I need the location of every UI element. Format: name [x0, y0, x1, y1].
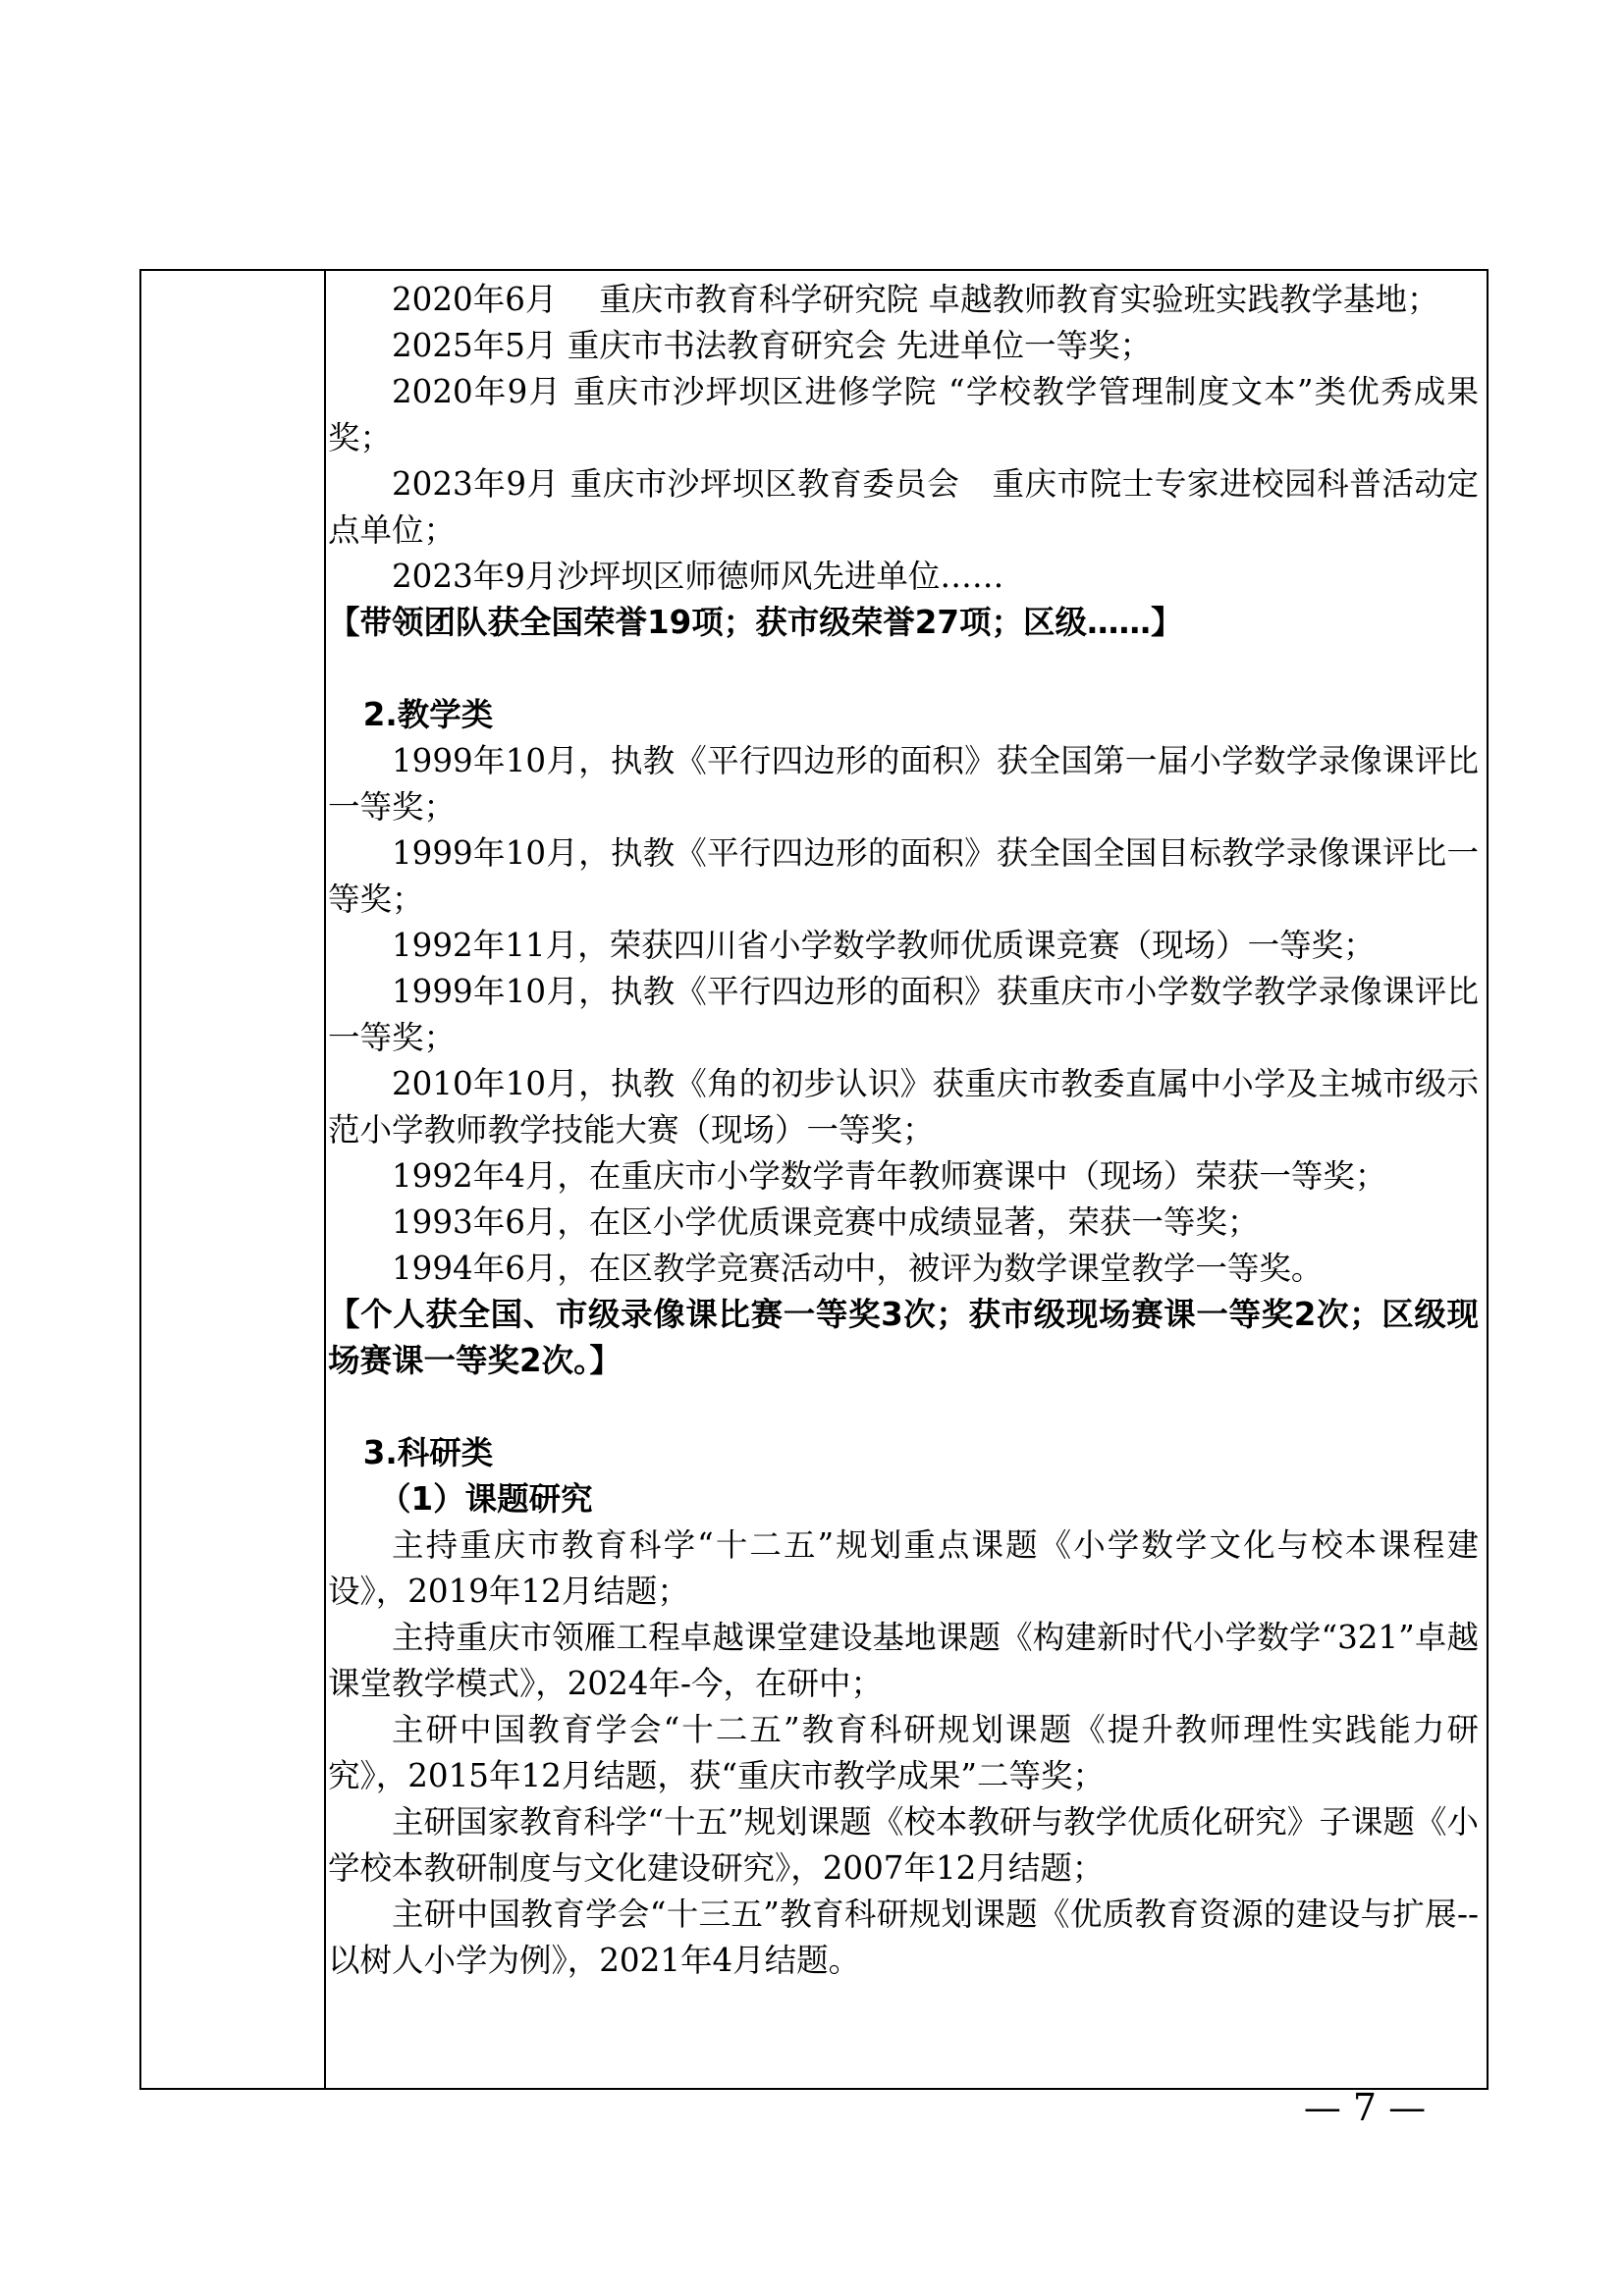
research-item: 主研国家教育科学“十五”规划课题《校本教研与教学优质化研究》子课题《小学校本教研制度与文化建设研究》，2007年12月结题； [328, 1803, 1479, 1887]
teaching-item: 1993年6月，在区小学优质课竞赛中成绩显著，荣获一等奖； [392, 1203, 1260, 1241]
research-item: 主持重庆市领雁工程卓越课堂建设基地课题《构建新时代小学数学“321”卓越课堂教学模式》，2024年-今，在研中； [328, 1619, 1479, 1702]
teaching-item: 1999年10月，执教《平行四边形的面积》获重庆市小学数学教学录像课评比一等奖； [328, 973, 1479, 1056]
teaching-heading: 2.教学类 [362, 696, 494, 733]
teaching-item: 1999年10月，执教《平行四边形的面积》获全国全国目标教学录像课评比一等奖； [328, 834, 1479, 918]
honor-item: 2023年9月 重庆市沙坪坝区教育委员会 重庆市院士专家进校园科普活动定点单位； [328, 465, 1479, 549]
teaching-item: 1994年6月，在区教学竞赛活动中，被评为数学课堂教学一等奖。 [392, 1250, 1324, 1287]
spacer [328, 646, 1479, 692]
content-cell [328, 277, 1479, 2082]
research-item: 主持重庆市教育科学“十二五”规划重点课题《小学数学文化与校本课程建设》，2019年12月结题； [328, 1526, 1479, 1610]
honor-item: 2020年6月 重庆市教育科学研究院 卓越教师教育实验班实践教学基地； [392, 281, 1439, 318]
honors-summary: 【带领团队获全国荣誉19项；获市级荣誉27项；区级……】 [328, 604, 1183, 641]
table-frame [139, 269, 1489, 2090]
research-item: 主研中国教育学会“十二五”教育科研规划课题《提升教师理性实践能力研究》，2015年12月结题，获“重庆市教学成果”二等奖； [328, 1711, 1479, 1794]
teaching-summary: 【个人获全国、市级录像课比赛一等奖3次；获市级现场赛课一等奖2次；区级现场赛课一等奖2次。】 [328, 1296, 1479, 1379]
teaching-item: 1999年10月，执教《平行四边形的面积》获全国第一届小学数学录像课评比一等奖； [328, 742, 1479, 826]
honor-item: 2025年5月 重庆市书法教育研究会 先进单位一等奖； [392, 327, 1153, 364]
page-number: — 7 — [1303, 2086, 1427, 2129]
honor-item: 2023年9月沙坪坝区师德师风先进单位…… [392, 558, 1004, 595]
spacer [328, 1384, 1479, 1430]
research-subheading: （1）课题研究 [379, 1480, 593, 1518]
teaching-item: 2010年10月，执教《角的初步认识》获重庆市教委直属中小学及主城市级示范小学教师教学技能大赛（现场）一等奖； [328, 1065, 1479, 1148]
teaching-item: 1992年11月，荣获四川省小学数学教师优质课竞赛（现场）一等奖； [392, 927, 1376, 964]
honor-item: 2020年9月 重庆市沙坪坝区进修学院 “学校教学管理制度文本”类优秀成果奖； [328, 373, 1479, 456]
research-item: 主研中国教育学会“十三五”教育科研规划课题《优质教育资源的建设与扩展--以树人小学为例》，2021年4月结题。 [328, 1896, 1479, 1979]
teaching-item: 1992年4月，在重庆市小学数学青年教师赛课中（现场）荣获一等奖； [392, 1157, 1387, 1195]
column-divider [324, 271, 326, 2088]
research-heading: 3.科研类 [362, 1434, 494, 1471]
